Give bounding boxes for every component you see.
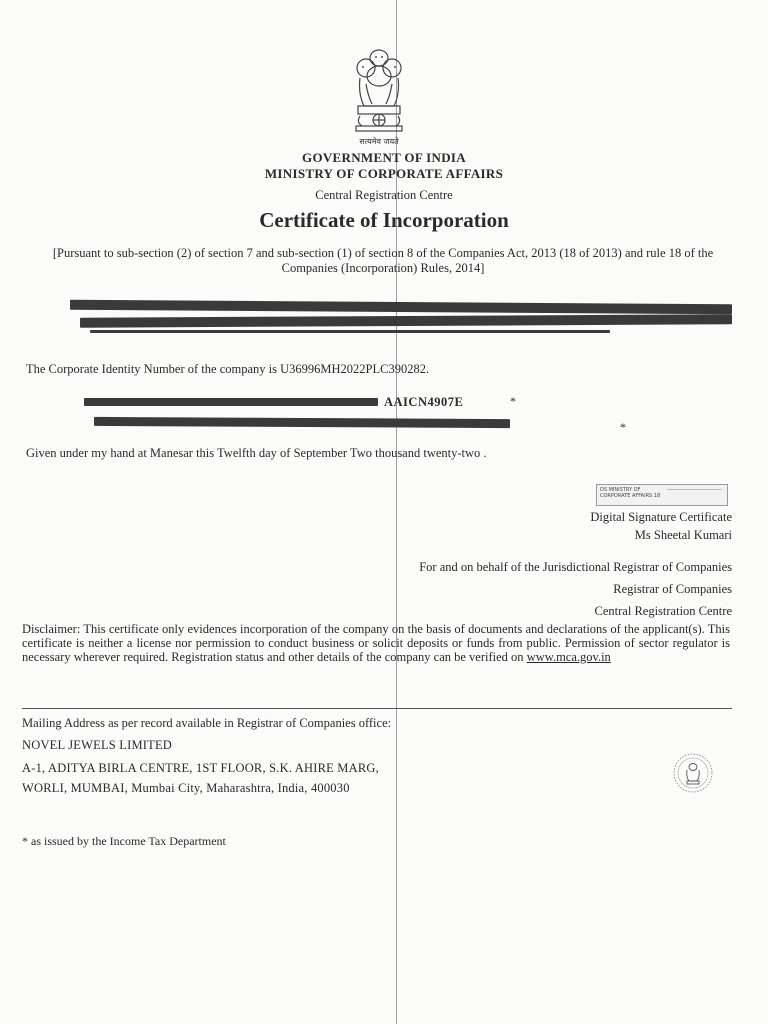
- redacted-pan-prefix: [84, 398, 378, 406]
- address-line-2: WORLI, MUMBAI, Mumbai City, Maharashtra, India, 400030: [22, 781, 350, 795]
- pursuant-clause: [Pursuant to sub-section (2) of section 7 and sub-section (1) of section 8 of the Companies Act, 2013 (18 of 2013) and rule 18 of the Companies (Incorporation) Rules, 2014]: [52, 246, 714, 275]
- cin-sentence: The Corporate Identity Number of the company is U36996MH2022PLC390282.: [26, 362, 430, 376]
- disclaimer: [22, 622, 730, 664]
- certificate-title: Certificate of Incorporation: [259, 208, 509, 232]
- government-heading: GOVERNMENT OF INDIA: [302, 150, 466, 165]
- national-emblem-icon: [346, 44, 412, 148]
- pan-asterisk: *: [510, 394, 516, 408]
- registrar-role: Registrar of Companies: [613, 582, 732, 596]
- redacted-company-name-3: [90, 330, 610, 333]
- signature-stamp-line: [667, 489, 722, 490]
- registrar-centre: Central Registration Centre: [594, 604, 732, 618]
- mca-website-link[interactable]: www.mca.gov.in: [526, 650, 611, 664]
- signatory-name: Ms Sheetal Kumari: [634, 528, 732, 542]
- divider: [22, 708, 732, 709]
- pan-number: AAICN4907E: [384, 395, 464, 409]
- tan-asterisk: *: [620, 420, 626, 434]
- digital-signature-stamp: [596, 484, 728, 506]
- mailing-heading: Mailing Address as per record available in Registrar of Companies office:: [22, 716, 392, 730]
- emblem-seal-icon: [672, 752, 714, 794]
- svg-text:सत्यमेव जयते: सत्यमेव जयते: [359, 137, 399, 146]
- ministry-heading: MINISTRY OF CORPORATE AFFAIRS: [264, 166, 504, 181]
- footnote: * as issued by the Income Tax Department: [22, 834, 226, 848]
- signature-stamp-text: DS MINISTRY OF CORPORATE AFFAIRS 18: [600, 487, 661, 499]
- company-name: NOVEL JEWELS LIMITED: [22, 738, 173, 752]
- redacted-tan-line: [94, 417, 510, 428]
- given-under-hand: Given under my hand at Manesar this Twelfth day of September Two thousand twenty-two .: [26, 446, 487, 460]
- disclaimer-text: Disclaimer: This certificate only evidences incorporation of the company on the basis of documents and declarations of the applicant(s). This certificate is neither a license nor permission to conduct business or solicit deposits or funds from public. Permission of sector regulator is necessary wherever required. Registration status and other details of the company can be verified on: [22, 622, 730, 664]
- behalf-line: For and on behalf of the Jurisdictional Registrar of Companies: [419, 560, 732, 574]
- centre-subheading: Central Registration Centre: [315, 188, 453, 202]
- address-line-1: A-1, ADITYA BIRLA CENTRE, 1ST FLOOR, S.K. AHIRE MARG,: [22, 761, 379, 775]
- signature-certificate-label: Digital Signature Certificate: [590, 510, 732, 524]
- redacted-company-name-1: [70, 300, 732, 315]
- redacted-company-name-2: [80, 314, 732, 327]
